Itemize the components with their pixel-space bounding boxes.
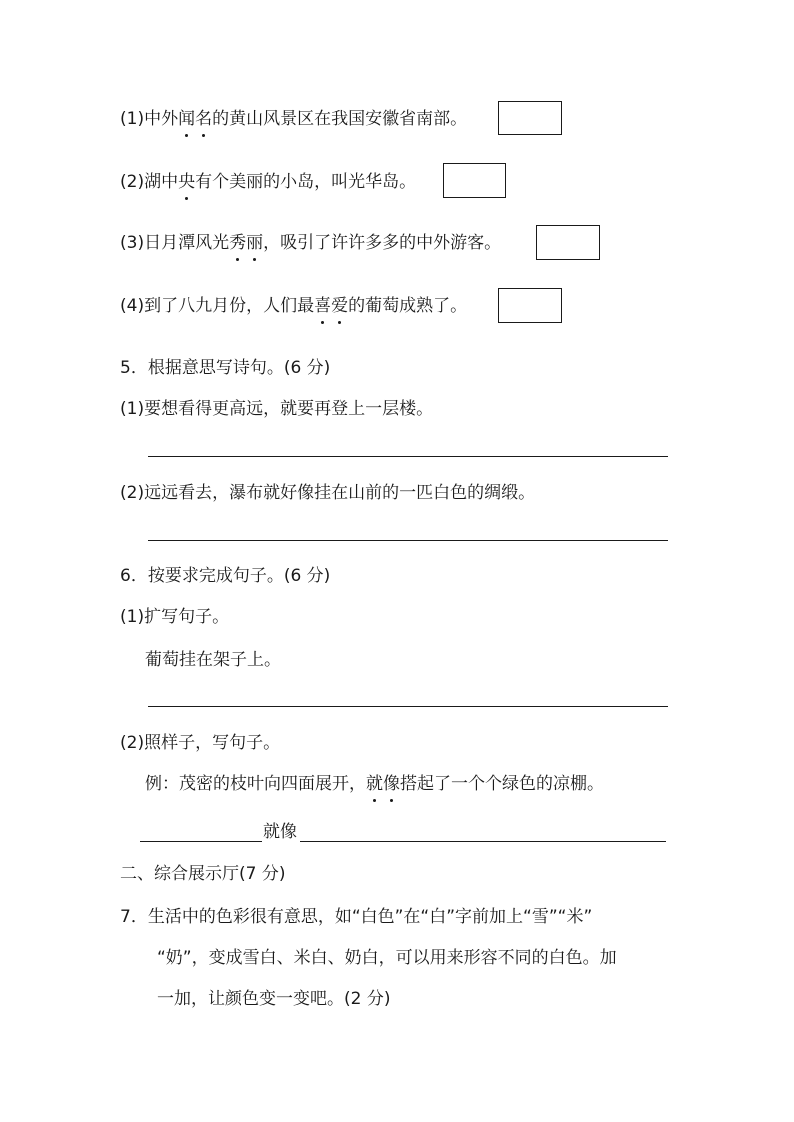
q4-answer-box-4[interactable] <box>498 288 562 323</box>
q6-fill-line-before[interactable] <box>140 841 262 842</box>
q5-answer-line-1[interactable] <box>148 456 668 457</box>
q7-line-2: “奶”，变成雪白、米白、奶白，可以用来形容不同的白色。加 <box>157 948 617 968</box>
q6-answer-line-1[interactable] <box>148 706 668 707</box>
q5-answer-line-2[interactable] <box>148 540 668 541</box>
q5-item-2: (2)远远看去，瀑布就好像挂在山前的一匹白色的绸缎。 <box>120 483 536 503</box>
q4-item-4: (4)到了八九月份，人们最喜爱的葡萄成熟了。 <box>120 296 468 316</box>
q5-item-1: (1)要想看得更高远，就要再登上一层楼。 <box>120 399 434 419</box>
q7-line-1: 7．生活中的色彩很有意思，如“白色”在“白”字前加上“雪”“米” <box>120 907 593 927</box>
q6-part1-label: (1)扩写句子。 <box>120 607 230 627</box>
q4-item-2: (2)湖中央有个美丽的小岛，叫光华岛。 <box>120 172 417 192</box>
q6-part1-sentence: 葡萄挂在架子上。 <box>145 650 281 670</box>
q4-answer-box-1[interactable] <box>498 101 562 135</box>
q4-item-1: (1)中外闻名的黄山风景区在我国安徽省南部。 <box>120 109 468 129</box>
q6-title: 6．按要求完成句子。(6 分) <box>120 566 331 586</box>
q6-part2-label: (2)照样子，写句子。 <box>120 733 281 753</box>
section-2-title: 二、综合展示厅(7 分) <box>120 864 286 884</box>
q6-example: 例：茂密的枝叶向四面展开，就像搭起了一个个绿色的凉棚。 <box>145 774 604 794</box>
q4-item-3: (3)日月潭风光秀丽，吸引了许许多多的中外游客。 <box>120 233 502 253</box>
q6-fill-word: 就像 <box>263 822 297 842</box>
q4-answer-box-3[interactable] <box>536 225 600 260</box>
q4-answer-box-2[interactable] <box>443 163 506 198</box>
q6-fill-line-after[interactable] <box>300 841 666 842</box>
q5-title: 5．根据意思写诗句。(6 分) <box>120 358 331 378</box>
q7-line-3: 一加，让颜色变一变吧。(2 分) <box>157 989 391 1009</box>
